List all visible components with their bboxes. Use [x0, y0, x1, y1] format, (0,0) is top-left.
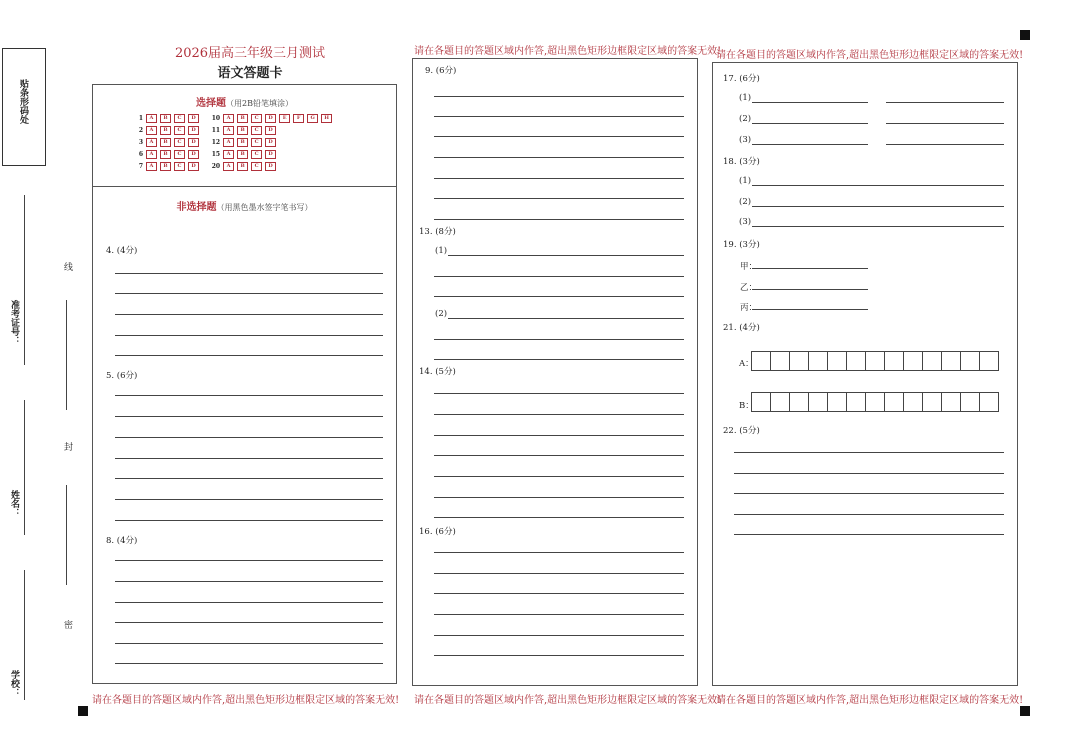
exam-id-label: 准考证号：: [9, 300, 19, 345]
answer-bubble[interactable]: A: [146, 150, 157, 159]
question-21-grid-a[interactable]: [752, 351, 999, 371]
answer-cell[interactable]: [979, 351, 999, 371]
question-19-item-bing: 丙：: [740, 303, 758, 313]
answer-bubble[interactable]: B: [160, 126, 171, 135]
answer-line[interactable]: [734, 534, 1004, 535]
answer-line[interactable]: [115, 335, 383, 336]
answer-bubble[interactable]: C: [174, 114, 185, 123]
answer-bubble[interactable]: A: [223, 114, 234, 123]
answer-cell[interactable]: [865, 351, 885, 371]
answer-line[interactable]: [115, 499, 383, 500]
seal-line-2: [66, 485, 67, 585]
answer-line[interactable]: [752, 226, 1004, 227]
question-17-sub-2: (2): [739, 114, 752, 124]
answer-cell[interactable]: [960, 351, 980, 371]
answer-line[interactable]: [752, 268, 868, 269]
answer-line[interactable]: [752, 144, 868, 145]
question-17-sub-3: (3): [739, 135, 752, 145]
answer-line[interactable]: [886, 102, 1004, 103]
question-number: 20: [211, 163, 221, 170]
answer-line[interactable]: [115, 663, 383, 664]
answer-bubble[interactable]: B: [237, 150, 248, 159]
answer-line[interactable]: [115, 458, 383, 459]
registration-mark-bottom-right: [1020, 706, 1030, 716]
answer-bubble[interactable]: B: [160, 114, 171, 123]
question-22-label: 22. (5分): [723, 426, 760, 436]
answer-bubble[interactable]: A: [223, 162, 234, 171]
answer-bubble[interactable]: B: [237, 114, 248, 123]
answer-line[interactable]: [434, 593, 684, 594]
answer-line[interactable]: [115, 437, 383, 438]
school-label: 学校：: [9, 670, 19, 697]
answer-bubble[interactable]: A: [146, 114, 157, 123]
answer-bubble[interactable]: D: [265, 114, 276, 123]
answer-line[interactable]: [115, 643, 383, 644]
mc-row-3: [133, 138, 279, 147]
nonchoice-title-text: 非选择题: [176, 202, 217, 213]
answer-bubble[interactable]: A: [146, 162, 157, 171]
question-9-label: 9. (6分): [425, 66, 457, 76]
answer-cell[interactable]: [789, 351, 809, 371]
question-16-label: 16. (6分): [419, 527, 456, 537]
barcode-sticker-label: 贴条形码处: [18, 79, 28, 124]
answer-bubble[interactable]: B: [237, 162, 248, 171]
question-17-label: 17. (6分): [723, 74, 760, 84]
answer-column-3: [712, 62, 1018, 686]
answer-line[interactable]: [752, 185, 1004, 186]
mc-row-2: [133, 126, 279, 135]
answer-line[interactable]: [115, 622, 383, 623]
answer-line[interactable]: [434, 276, 684, 277]
answer-bubble[interactable]: C: [174, 162, 185, 171]
question-18-sub-1: (1): [739, 176, 752, 186]
answer-bubble[interactable]: B: [160, 138, 171, 147]
question-21-row-a-label: A：: [739, 359, 754, 369]
page-subtitle: 语文答题卡: [217, 66, 283, 81]
answer-line[interactable]: [752, 309, 868, 310]
answer-line[interactable]: [434, 517, 684, 518]
answer-line[interactable]: [448, 318, 684, 319]
answer-line[interactable]: [752, 102, 868, 103]
answer-line[interactable]: [752, 206, 1004, 207]
question-19-item-yi: 乙：: [740, 283, 758, 293]
answer-cell[interactable]: [884, 392, 904, 412]
answer-cell[interactable]: [751, 351, 771, 371]
answer-cell[interactable]: [979, 392, 999, 412]
answer-bubble[interactable]: D: [265, 150, 276, 159]
answer-cell[interactable]: [884, 351, 904, 371]
question-number: 12: [211, 139, 221, 146]
question-number: 6: [138, 151, 143, 158]
question-13-sub-2: (2): [435, 309, 448, 319]
choice-note: （用2B铅笔填涂）: [226, 99, 293, 108]
answer-line[interactable]: [434, 178, 684, 179]
choice-title: [93, 94, 396, 109]
answer-bubble[interactable]: A: [223, 150, 234, 159]
answer-line[interactable]: [734, 473, 1004, 474]
answer-line[interactable]: [115, 395, 383, 396]
answer-line[interactable]: [115, 602, 383, 603]
warning-bottom-col3: 请在各题目的答题区域内作答,超出黑色矩形边框限定区域的答案无效!: [716, 695, 1024, 706]
answer-line[interactable]: [434, 393, 684, 394]
answer-cell[interactable]: [903, 392, 923, 412]
answer-column-1: [92, 84, 397, 684]
registration-mark-top-right: [1020, 30, 1030, 40]
page-title: 2026届高三年级三月测试: [174, 46, 326, 61]
seal-char-line: 线: [62, 262, 72, 271]
answer-cell[interactable]: [865, 392, 885, 412]
question-17-sub-1: (1): [739, 93, 752, 103]
answer-line[interactable]: [434, 136, 684, 137]
answer-line[interactable]: [434, 414, 684, 415]
answer-bubble[interactable]: D: [188, 150, 199, 159]
school-write-line[interactable]: [24, 570, 25, 700]
answer-bubble[interactable]: A: [223, 126, 234, 135]
answer-line[interactable]: [434, 96, 684, 97]
id-write-line[interactable]: [24, 195, 25, 365]
nonchoice-title: [93, 198, 396, 213]
answer-bubble[interactable]: D: [188, 126, 199, 135]
answer-bubble[interactable]: C: [251, 114, 262, 123]
mc-row-4: [133, 150, 279, 159]
mc-row-1: [133, 114, 335, 123]
answer-bubble[interactable]: F: [293, 114, 304, 123]
answer-bubble[interactable]: C: [251, 138, 262, 147]
answer-bubble[interactable]: D: [265, 138, 276, 147]
answer-bubble[interactable]: C: [174, 138, 185, 147]
answer-bubble[interactable]: B: [237, 126, 248, 135]
answer-cell[interactable]: [960, 392, 980, 412]
answer-line[interactable]: [115, 560, 383, 561]
answer-line[interactable]: [434, 157, 684, 158]
answer-line[interactable]: [434, 339, 684, 340]
answer-bubble[interactable]: C: [174, 126, 185, 135]
answer-line[interactable]: [434, 476, 684, 477]
answer-line[interactable]: [115, 314, 383, 315]
answer-bubble[interactable]: E: [279, 114, 290, 123]
mc-row-5: [133, 162, 279, 171]
answer-bubble[interactable]: D: [188, 114, 199, 123]
question-number: 15: [211, 151, 221, 158]
answer-bubble[interactable]: D: [265, 162, 276, 171]
answer-bubble[interactable]: C: [251, 126, 262, 135]
warning-top-col2: 请在各题目的答题区域内作答,超出黑色矩形边框限定区域的答案无效!: [414, 46, 722, 57]
seal-char-seal: 封: [62, 442, 72, 451]
answer-line[interactable]: [115, 478, 383, 479]
answer-cell[interactable]: [789, 392, 809, 412]
question-21-label: 21. (4分): [723, 323, 760, 333]
answer-line[interactable]: [886, 123, 1004, 124]
answer-bubble[interactable]: D: [188, 138, 199, 147]
answer-cell[interactable]: [770, 392, 790, 412]
answer-line[interactable]: [434, 359, 684, 360]
answer-line[interactable]: [886, 144, 1004, 145]
answer-line[interactable]: [448, 255, 684, 256]
question-18-sub-3: (3): [739, 217, 752, 227]
answer-line[interactable]: [115, 293, 383, 294]
answer-line[interactable]: [434, 455, 684, 456]
question-number: 10: [211, 115, 221, 122]
answer-cell[interactable]: [941, 392, 961, 412]
seal-char-secret: 密: [62, 620, 72, 629]
answer-bubble[interactable]: C: [251, 150, 262, 159]
question-8-label: 8. (4分): [106, 536, 138, 546]
answer-bubble[interactable]: C: [251, 162, 262, 171]
question-18-sub-2: (2): [739, 197, 752, 207]
question-14-label: 14. (5分): [419, 367, 456, 377]
answer-bubble[interactable]: A: [223, 138, 234, 147]
answer-line[interactable]: [434, 219, 684, 220]
answer-line[interactable]: [434, 116, 684, 117]
answer-line[interactable]: [434, 614, 684, 615]
answer-line[interactable]: [434, 552, 684, 553]
name-label: 姓名：: [9, 490, 19, 517]
answer-column-2: [412, 58, 698, 686]
answer-cell[interactable]: [827, 351, 847, 371]
answer-bubble[interactable]: B: [237, 138, 248, 147]
choice-title-text: 选择题: [196, 98, 227, 109]
answer-line[interactable]: [734, 452, 1004, 453]
answer-cell[interactable]: [770, 351, 790, 371]
question-13-label: 13. (8分): [419, 227, 456, 237]
answer-line[interactable]: [115, 355, 383, 356]
answer-bubble[interactable]: B: [160, 162, 171, 171]
answer-bubble[interactable]: C: [174, 150, 185, 159]
question-21-grid-b[interactable]: [752, 392, 999, 412]
question-number: 1: [138, 115, 143, 122]
answer-line[interactable]: [434, 655, 684, 656]
question-number: 7: [138, 163, 143, 170]
answer-cell[interactable]: [808, 351, 828, 371]
choice-section-divider: [93, 186, 396, 187]
warning-bottom-col1: 请在各题目的答题区域内作答,超出黑色矩形边框限定区域的答案无效!: [92, 695, 400, 706]
answer-bubble[interactable]: D: [188, 162, 199, 171]
question-13-sub-1: (1): [435, 246, 448, 256]
question-number: 3: [138, 139, 143, 146]
answer-line[interactable]: [115, 520, 383, 521]
answer-line[interactable]: [434, 635, 684, 636]
answer-line[interactable]: [434, 198, 684, 199]
question-number: 2: [138, 127, 143, 134]
answer-line[interactable]: [734, 514, 1004, 515]
answer-cell[interactable]: [846, 392, 866, 412]
answer-cell[interactable]: [922, 351, 942, 371]
answer-line[interactable]: [752, 289, 868, 290]
barcode-sticker-area: [2, 48, 46, 166]
answer-cell[interactable]: [846, 351, 866, 371]
question-21-row-b-label: B：: [739, 401, 754, 411]
answer-bubble[interactable]: H: [321, 114, 332, 123]
question-18-label: 18. (3分): [723, 157, 760, 167]
question-19-item-jia: 甲：: [740, 262, 758, 272]
answer-line[interactable]: [752, 123, 868, 124]
question-number: 11: [211, 127, 221, 134]
question-4-label: 4. (4分): [106, 246, 138, 256]
name-write-line[interactable]: [24, 400, 25, 535]
answer-line[interactable]: [115, 273, 383, 274]
answer-line[interactable]: [434, 435, 684, 436]
answer-cell[interactable]: [941, 351, 961, 371]
seal-line-1: [66, 300, 67, 410]
answer-cell[interactable]: [827, 392, 847, 412]
answer-cell[interactable]: [808, 392, 828, 412]
warning-top-col3: 请在各题目的答题区域内作答,超出黑色矩形边框限定区域的答案无效!: [716, 50, 1024, 61]
question-19-label: 19. (3分): [723, 240, 760, 250]
answer-cell[interactable]: [903, 351, 923, 371]
answer-bubble[interactable]: A: [146, 126, 157, 135]
answer-line[interactable]: [734, 493, 1004, 494]
nonchoice-note: （用黑色墨水签字笔书写）: [216, 203, 313, 212]
answer-cell[interactable]: [751, 392, 771, 412]
question-5-label: 5. (6分): [106, 371, 138, 381]
answer-line[interactable]: [434, 573, 684, 574]
warning-bottom-col2: 请在各题目的答题区域内作答,超出黑色矩形边框限定区域的答案无效!: [414, 695, 722, 706]
answer-bubble[interactable]: A: [146, 138, 157, 147]
answer-bubble[interactable]: D: [265, 126, 276, 135]
answer-cell[interactable]: [922, 392, 942, 412]
registration-mark-bottom-left: [78, 706, 88, 716]
answer-bubble[interactable]: B: [160, 150, 171, 159]
answer-line[interactable]: [434, 296, 684, 297]
answer-line[interactable]: [434, 497, 684, 498]
answer-bubble[interactable]: G: [307, 114, 318, 123]
answer-line[interactable]: [115, 416, 383, 417]
answer-line[interactable]: [115, 581, 383, 582]
